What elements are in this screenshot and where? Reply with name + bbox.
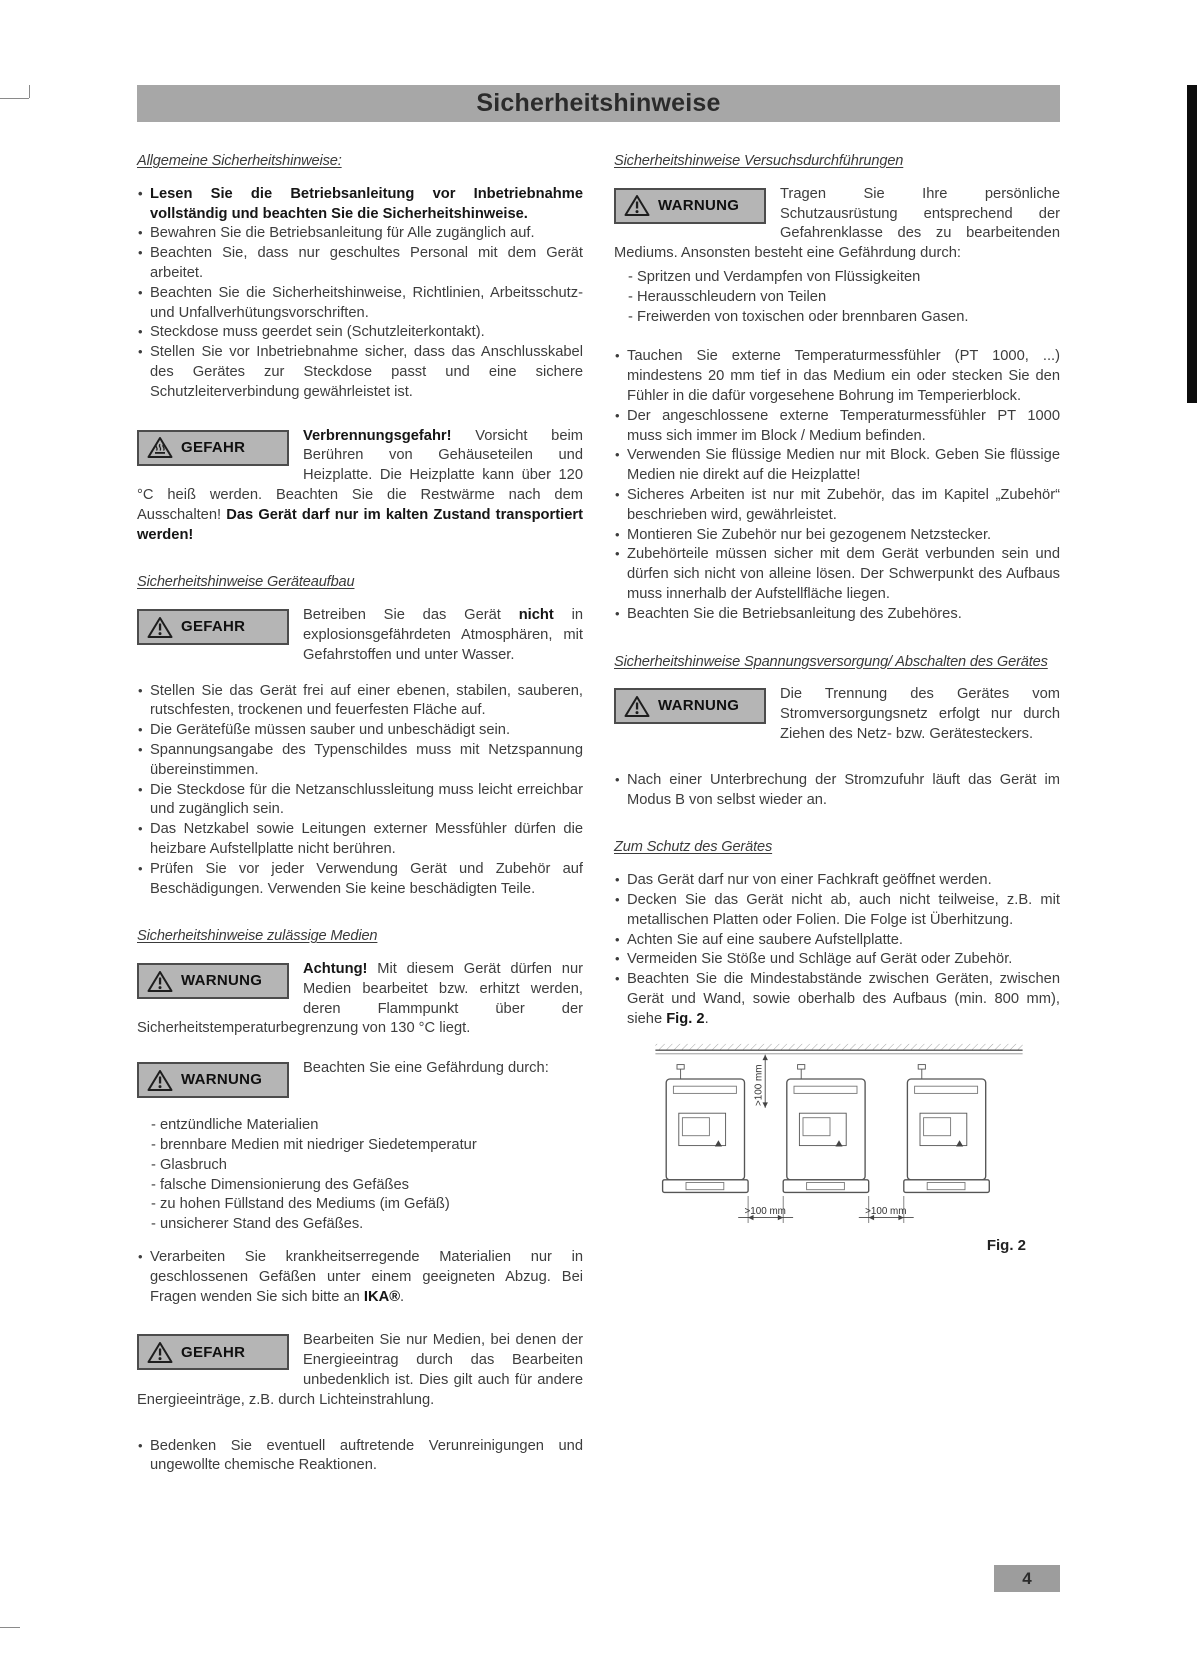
list-item: • Beachten Sie die Sicherheitshinweise, Richtlinien, Arbeitsschutz- und Unfallverhütungsvorschriften. [137, 284, 583, 324]
page-title: Sicherheitshinweise [476, 88, 721, 117]
page-edge-bar [1187, 85, 1197, 403]
text-segment: Beachten Sie die Mindestabstände zwischen Geräten, zwischen Gerät und Wand, sowie oberhalb des Aufbaus (min. 800 mm), siehe [627, 971, 1060, 1027]
device-outline [663, 1065, 748, 1193]
pathogenic-materials-list [137, 1248, 583, 1307]
heading-spannungsversorgung: Sicherheitshinweise Spannungsversorgung/ Abschalten des Gerätes [614, 653, 1048, 670]
danger-label: GEFAHR [181, 438, 246, 456]
dash-item: - Freiwerden von toxischen oder brennbaren Gasen. [628, 308, 969, 325]
device-outline [904, 1065, 989, 1193]
dash-item: - falsche Dimensionierung des Gefäßes [151, 1176, 409, 1193]
warning-triangle-icon [147, 1069, 173, 1092]
left-column [137, 152, 583, 1476]
warning-ppe-text: Tragen Sie Ihre persönliche Schutzausrüstung entsprechend der Gefahrenklasse des zu bearbeitenden Mediums. Ansonsten besteht eine Gefährdung durch: [614, 185, 1060, 262]
experiment-safety-list [614, 347, 1060, 624]
page-number: 4 [1022, 1568, 1032, 1588]
heading-zum-schutz: Zum Schutz des Gerätes [614, 839, 773, 856]
list-item: • Bewahren Sie die Betriebsanleitung für Alle zugänglich auf. [137, 224, 583, 244]
list-item: • Die Steckdose für die Netzanschlussleitung muss leicht erreichbar und zugänglich sein. [137, 781, 583, 821]
list-item: • Bedenken Sie eventuell auftretende Verunreinigungen und ungewollte chemische Reaktionen. [137, 1437, 583, 1477]
text-segment: Vorsicht beim Berühren von Gehäuseteilen und Heizplatte. Die Heizplatte kann über 120 °C heiß werden. Beachten Sie die Restwärme nach dem Ausschalten! [137, 427, 583, 523]
ppe-hazard-list [614, 268, 1060, 327]
warning-label: WARNUNG [658, 697, 740, 715]
danger-energy-text: Bearbeiten Sie nur Medien, bei denen der Energieeintrag durch das Bearbeiten unbedenklich ist. Dies gilt auch für andere Energieeinträge, z.B. durch Lichteinstrahlung. [137, 1332, 583, 1408]
text-segment: Betreiben Sie das Gerät [303, 607, 519, 624]
text-segment: in explosionsgefährdeten Atmosphären, mit Gefahrstoffen und unter Wasser. [303, 607, 584, 663]
warning-box [137, 963, 289, 999]
hazard-causes-list [137, 1116, 583, 1235]
heading-zulaessige-medien: Sicherheitshinweise zulässige Medien [137, 928, 378, 945]
dash-item: - Spritzen und Verdampfen von Flüssigkeiten [628, 268, 921, 285]
restart-list [614, 771, 1060, 811]
section-title-bar [137, 85, 1060, 122]
list-item: • Beachten Sie, dass nur geschultes Personal mit dem Gerät arbeitet. [137, 244, 583, 284]
warning-disconnect-block [614, 685, 1060, 744]
dash-item: - brennbare Medien mit niedriger Siedetemperatur [151, 1137, 477, 1154]
list-item: • Spannungsangabe des Typenschildes muss mit Netzspannung übereinstimmen. [137, 741, 583, 781]
warning-triangle-icon [147, 970, 173, 993]
list-item: • Das Netzkabel sowie Leitungen externer Messfühler dürfen die heizbare Aufstellplatte nicht berühren. [137, 820, 583, 860]
hot-surface-icon [147, 436, 173, 459]
text-segment: IKA® [363, 1288, 401, 1305]
list-item: • Nach einer Unterbrechung der Stromzufuhr läuft das Gerät im Modus B von selbst wieder an. [614, 771, 1060, 811]
list-item: • Achten Sie auf eine saubere Aufstellplatte. [614, 931, 1060, 951]
crop-mark-bottom-left-h [0, 1627, 20, 1628]
text-segment: Verarbeiten Sie krankheitserregende Materialien nur in geschlossenen Gefäßen unter einem geeigneten Abzug. Bei Fragen wenden Sie sich bitte an [150, 1249, 583, 1305]
list-item: • Das Gerät darf nur von einer Fachkraft geöffnet werden. [614, 871, 1060, 891]
danger-box [137, 430, 289, 466]
list-item: • Tauchen Sie externe Temperaturmessfühler (PT 1000, ...) mindestens 20 mm tief in das Medium ein oder stecken Sie den Fühler in die dafür vorgesehene Bohrung im Temperierblock. [614, 347, 1060, 406]
list-item: • Sicheres Arbeiten ist nur mit Zubehör, das im Kapitel „Zubehör“ beschrieben wird, gewährleistet. [614, 486, 1060, 526]
warning-hazards-block [137, 1059, 583, 1104]
warning-flashpoint-block [137, 960, 583, 1039]
device-outline [783, 1065, 868, 1193]
warning-label: WARNUNG [181, 972, 263, 990]
text-segment: Achtung! [303, 961, 368, 978]
device-protection-list [614, 871, 1060, 1029]
manual-page [0, 85, 1200, 1660]
danger-label: GEFAHR [181, 618, 246, 636]
list-item: • Zubehörteile müssen sicher mit dem Gerät verbunden sein und dürfen sich nicht von alleine lösen. Der Schwerpunkt des Aufbaus muss innerhalb der Aufstellfläche liegen. [614, 545, 1060, 604]
danger-label: GEFAHR [181, 1343, 246, 1361]
text-segment: Verbrennungsgefahr! [303, 427, 452, 444]
crop-mark-top-left-h [0, 98, 29, 99]
contamination-list [137, 1437, 583, 1477]
list-item: • Prüfen Sie vor jeder Verwendung Gerät und Zubehör auf Beschädigungen. Verwenden Sie keine beschädigten Teile. [137, 860, 583, 900]
list-item: • Beachten Sie die Betriebsanleitung des Zubehöres. [614, 605, 1060, 625]
danger-box [137, 1334, 289, 1370]
list-item: • Decken Sie das Gerät nicht ab, auch nicht teilweise, z.B. mit metallischen Platten oder Folien. Die Folge ist Überhitzung. [614, 891, 1060, 931]
danger-energy-block [137, 1331, 583, 1410]
list-item: • Stellen Sie vor Inbetriebnahme sicher, dass das Anschlusskabel des Gerätes zur Steckdose passt und eine sichere Schutzleiterverbindung gewährleistet ist. [137, 343, 583, 402]
warning-label: WARNUNG [658, 196, 740, 214]
list-item: • Der angeschlossene externe Temperaturmessfühler PT 1000 muss sich immer im Block / Medium befinden. [614, 407, 1060, 447]
warning-label: WARNUNG [181, 1071, 263, 1089]
text-segment: Fig. 2 [666, 1010, 705, 1027]
warning-triangle-icon [147, 1341, 173, 1364]
warning-hazards-text: Beachten Sie eine Gefährdung durch: [303, 1060, 549, 1077]
text-segment: Mit diesem Gerät dürfen nur Medien bearbeitet bzw. erhitzt werden, deren Flammpunkt über der Sicherheitstemperaturbegrenzung von 130 °C liegt. [137, 961, 583, 1037]
list-item: • Die Gerätefüße müssen sauber und unbeschädigt sein. [137, 721, 583, 741]
text-segment: . [400, 1288, 405, 1305]
danger-atmosphere-block [137, 606, 583, 665]
content-columns [137, 152, 1060, 1476]
text-segment: nicht [518, 607, 554, 624]
figure-2 [650, 1043, 1028, 1256]
text-segment: . [704, 1010, 709, 1027]
danger-box [137, 609, 289, 645]
warning-box [614, 688, 766, 724]
heading-allgemeine-sicherheitshinweise: Allgemeine Sicherheitshinweise: [137, 153, 342, 169]
heading-geraeteaufbau: Sicherheitshinweise Geräteaufbau [137, 574, 355, 591]
dash-item: - entzündliche Materialien [151, 1117, 319, 1134]
dash-item: - zu hohen Füllstand des Mediums (im Gefäß) [151, 1196, 450, 1213]
ceiling-hatch [655, 1044, 1022, 1050]
warning-box [137, 1062, 289, 1098]
dash-item: - unsicherer Stand des Gefäßes. [151, 1216, 364, 1233]
list-item: • Montieren Sie Zubehör nur bei gezogenem Netzstecker. [614, 526, 1060, 546]
text-segment: Das Gerät darf nur im kalten Zustand transportiert werden! [137, 506, 583, 543]
warning-triangle-icon [624, 194, 650, 217]
general-safety-list [137, 185, 583, 403]
heading-versuchsdurchfuehrungen: Sicherheitshinweise Versuchsdurchführungen [614, 153, 904, 169]
warning-disconnect-text: Die Trennung des Gerätes vom Stromversorgungsnetz erfolgt nur durch Ziehen des Netz- bzw. Gerätesteckers. [780, 686, 1060, 742]
warning-ppe-block [614, 185, 1060, 328]
figure-dim-right: >100 mm [865, 1206, 907, 1218]
list-item: • Verwenden Sie flüssige Medien nur mit Block. Geben Sie flüssige Medien nie direkt auf die Heizplatte! [614, 446, 1060, 486]
figure-caption: Fig. 2 [986, 1237, 1026, 1255]
warning-triangle-icon [624, 695, 650, 718]
device-spacing-diagram [650, 1043, 1028, 1234]
figure-dim-left: >100 mm [744, 1206, 786, 1218]
list-item: • Lesen Sie die Betriebsanleitung vor Inbetriebnahme vollständig und beachten Sie die Sicherheitshinweise. [137, 185, 583, 225]
dash-item: - Glasbruch [151, 1156, 227, 1173]
warning-box [614, 188, 766, 224]
crop-mark-top-left-v [29, 85, 30, 98]
setup-safety-list [137, 682, 583, 900]
list-item [614, 970, 1060, 1029]
list-item: • Vermeiden Sie Stöße und Schläge auf Gerät oder Zubehör. [614, 950, 1060, 970]
right-column [614, 152, 1060, 1256]
list-item: • Steckdose muss geerdet sein (Schutzleiterkontakt). [137, 323, 583, 343]
page-number-badge [994, 1565, 1060, 1592]
danger-burn-block [137, 427, 583, 546]
dash-item: - Herausschleudern von Teilen [628, 288, 827, 305]
warning-triangle-icon [147, 616, 173, 639]
list-item [137, 1248, 583, 1307]
list-item: • Stellen Sie das Gerät frei auf einer ebenen, stabilen, sauberen, rutschfesten, trockenen und feuerfesten Fläche auf. [137, 682, 583, 722]
figure-dim-vertical: >100 mm [753, 1065, 765, 1107]
